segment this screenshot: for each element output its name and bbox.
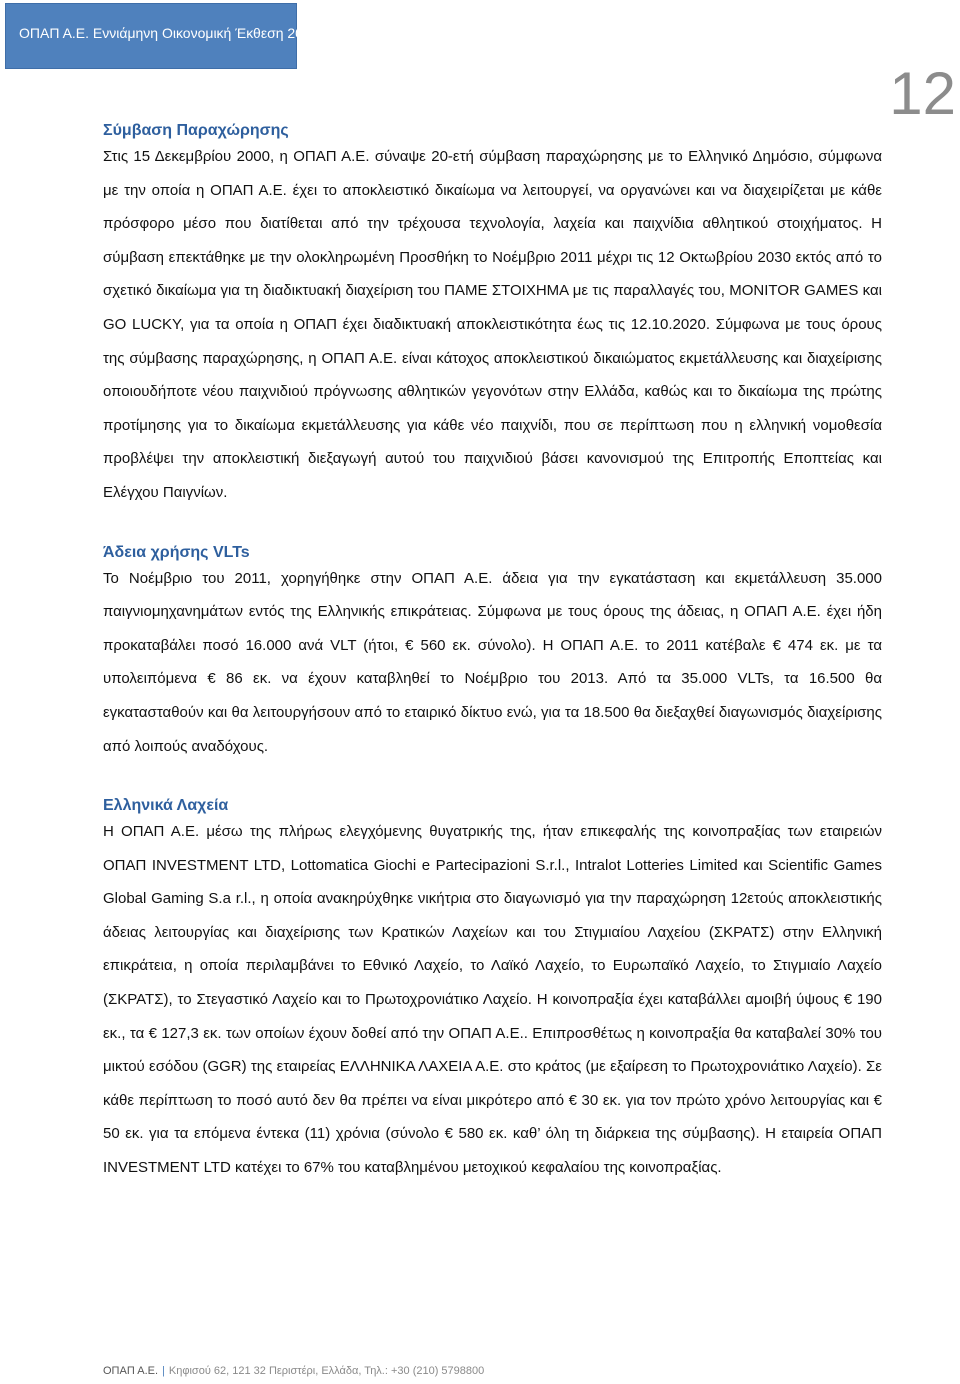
footer-separator: |: [162, 1365, 165, 1377]
section-hellenic-lotteries: [103, 797, 882, 1185]
section-vlt-license: [103, 544, 882, 764]
page-number: 12: [889, 60, 956, 127]
document-content: [103, 122, 882, 1185]
section-concession-agreement: [103, 122, 882, 510]
section-heading: Σύμβαση Παραχώρησης: [103, 122, 289, 139]
section-body: Στις 15 Δεκεμβρίου 2000, η ΟΠΑΠ Α.Ε. σύναψε 20-ετή σύμβαση παραχώρησης με το Ελληνικό Δημόσιο, σύμφωνα με την οποία η ΟΠΑΠ Α.Ε. έχει το αποκλειστικό δικαίωμα να λειτουργεί, να οργανώνει και να διαχειρίζεται με κάθε πρόσφορο μέσο που διατίθεται από την τρέχουσα τεχνολογία, λαχεία και παιχνίδια αθλητικού στοιχήματος. Η σύμβαση επεκτάθηκε με την ολοκληρωμένη Προσθήκη το Νοέμβριο 2011 μέχρι τις 12 Οκτωβρίου 2030 εκτός από το σχετικό δικαίωμα για τη διαδικτυακή διαχείριση του ΠΑΜΕ ΣΤΟΙΧΗΜΑ με τις παραλλαγές του, MONITOR GAMES και GO LUCKY, για τα οποία η ΟΠΑΠ έχει διαδικτυακή αποκλειστικότητα έως τις 12.10.2020. Σύμφωνα με τους όρους της σύμβασης παραχώρησης, η ΟΠΑΠ Α.Ε. είναι κάτοχος αποκλειστικού δικαιώματος εκμετάλλευσης και διαχείρισης οποιουδήποτε νέου παιχνιδιού πρόγνωσης αθλητικών γεγονότων στην Ελλάδα, καθώς και το δικαίωμα της πρώτης προτίμησης για το δικαίωμα εκμετάλλευσης για κάθε νέο παιχνίδι, που σε περίπτωση που η ελληνική νομοθεσία προβλέψει την αποκλειστική διεξαγωγή αυτού του παιχνιδιού βάσει κανονισμού της Επιτροπής Εποπτείας και Ελέγχου Παιγνίων.: [103, 148, 882, 501]
header-banner: [5, 3, 319, 69]
section-body: Το Νοέμβριο του 2011, χορηγήθηκε στην ΟΠΑΠ Α.Ε. άδεια για την εγκατάσταση και εκμετάλλευση 35.000 παιγνιομηχανημάτων εντός της Ελληνικής επικράτειας. Σύμφωνα με τους όρους της άδειας, η ΟΠΑΠ Α.Ε. έχει ήδη προκαταβάλει ποσό 16.000 ανά VLT (ήτοι, € 560 εκ. σύνολο). Η ΟΠΑΠ Α.Ε. το 2011 κατέβαλε € 474 εκ. με τα υπολειπόμενα € 86 εκ. να έχουν καταβληθεί το Νοέμβριο του 2013. Από τα 35.000 VLTs, τα 16.500 θα εγκατασταθούν και θα λειτουργήσουν από το εταιρικό δίκτυο ενώ, για τα 18.500 θα διεξαχθεί διαγωνισμός διαχείρισης από λοιπούς αναδόχους.: [103, 569, 882, 755]
section-heading: Άδεια χρήσης VLTs: [103, 543, 250, 561]
section-body: Η ΟΠΑΠ Α.Ε. μέσω της πλήρως ελεγχόμενης θυγατρικής της, ήταν επικεφαλής της κοινοπραξίας των εταιρειών ΟΠΑΠ INVESTMENT LTD, Lottomatica Giochi e Partecipazioni S.r.l., Intralot Lotteries Limited και Scientific Games Global Gaming S.a r.l., η οποία ανακηρύχθηκε νικήτρια στο διαγωνισμό για την παραχώρηση 12ετούς αποκλειστικής άδειας λειτουργίας και διαχείρισης των Κρατικών Λαχείων και του Στιγμιαίου Λαχείου (ΣΚΡΑΤΣ) στην Ελληνική επικράτεια, η οποία περιλαμβάνει το Εθνικό Λαχείο, το Λαϊκό Λαχείο, το Ευρωπαϊκό Λαχείο, το Στιγμιαίο Λαχείο (ΣΚΡΑΤΣ), το Στεγαστικό Λαχείο και το Πρωτοχρονιάτικο Λαχείο. Η κοινοπραξία έχει καταβάλλει αμοιβή ύψους € 190 εκ., τα € 127,3 εκ. των οποίων έχουν δοθεί από την ΟΠΑΠ Α.Ε.. Επιπροσθέτως η κοινοπραξία θα καταβαλεί 30% του μικτού εσόδου (GGR) της εταιρείας ΕΛΛΗΝΙΚΑ ΛΑΧΕΙΑ Α.Ε. στο κράτος (με εξαίρεση το Πρωτοχρονιάτικο Λαχείο). Σε κάθε περίπτωση το ποσό αυτό δεν θα πρέπει να είναι μικρότερο από € 30 εκ. για τον πρώτο χρόνο λειτουργίας και € 50 εκ. για τα επόμενα έντεκα (11) χρόνια (σύνολο € 580 εκ. καθ’ όλη τη διάρκεια της σύμβασης). Η εταιρεία ΟΠΑΠ INVESTMENT LTD κατέχει το 67% του καταβλημένου μετοχικού κεφαλαίου της κοινοπραξίας.: [103, 823, 882, 1177]
header-title: ΟΠΑΠ Α.Ε. Εννιάμηνη Οικονομική Έκθεση 2014: [19, 25, 319, 41]
page-footer: [103, 1365, 484, 1377]
section-heading: Ελληνικά Λαχεία: [103, 797, 229, 815]
footer-address: Κηφισού 62, 121 32 Περιστέρι, Ελλάδα, Τηλ.: +30 (210) 5798800: [168, 1365, 485, 1377]
footer-company: ΟΠΑΠ Α.Ε.: [103, 1365, 159, 1377]
